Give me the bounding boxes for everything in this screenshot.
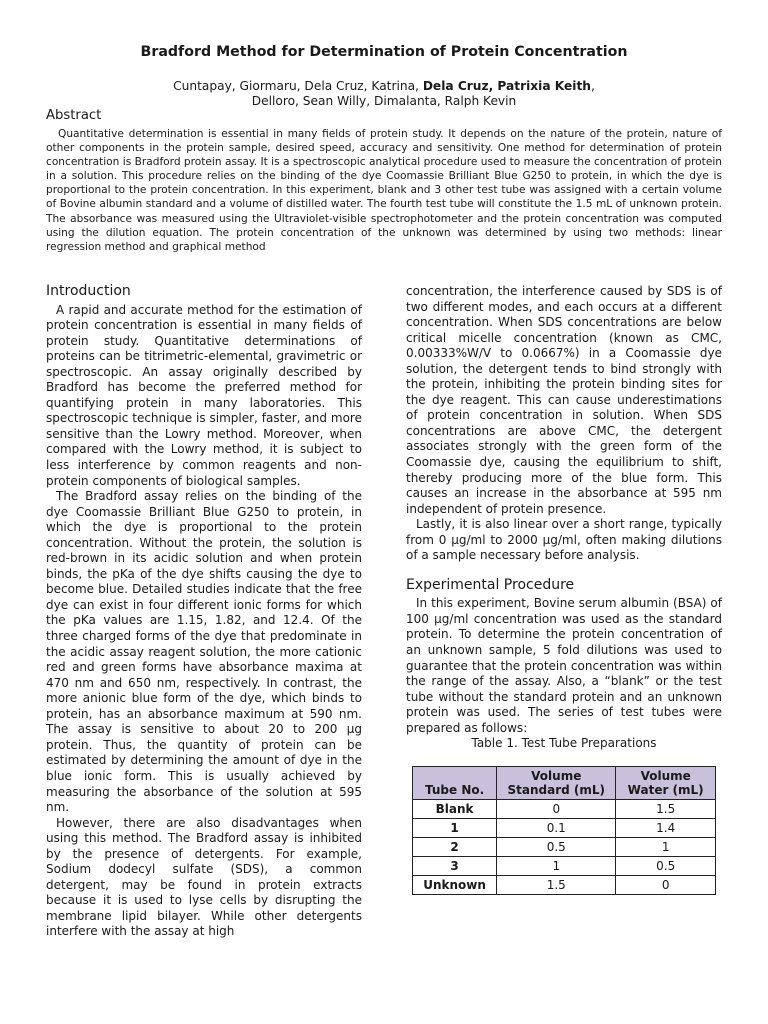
cell-standard: 1.5 xyxy=(497,875,616,894)
test-tube-table xyxy=(412,766,716,895)
cell-water: 1.5 xyxy=(616,799,716,818)
right-column xyxy=(406,284,722,895)
cell-tube: Unknown xyxy=(413,875,497,894)
table-row xyxy=(413,818,716,837)
author-line-1 xyxy=(0,79,768,94)
procedure-heading: Experimental Procedure xyxy=(406,576,575,593)
left-column xyxy=(46,284,362,940)
section-gap xyxy=(406,564,722,578)
cell-tube: Blank xyxy=(413,799,497,818)
intro-paragraph-1: A rapid and accurate method for the estimation of protein concentration is essential in many fields of protein study. Quantitative determinations of proteins can be titrimetric-elemental, gravimetric or spectroscopic. An assay originally described by Bradford has become the preferred method for quantifying protein in many laboratories. This spectroscopic technique is simpler, faster, and more sensitive than the Lowry method. Moreover, when compared with the Lowry method, it is subject to less interference by common reagents and non-protein components of biological samples. xyxy=(46,302,362,488)
table-row xyxy=(413,856,716,875)
cell-tube: 2 xyxy=(413,837,497,856)
intro-paragraph-3: However, there are also disadvantages when using this method. The Bradford assay is inhibited by the presence of detergents. For example, Sodium dodecyl sulfate (SDS), a common detergent, may be found in protein extracts because it is used to lyse cells by disrupting the membrane lipid bilayer. While other detergents interfere with the assay at high xyxy=(46,815,362,939)
abstract-heading: Abstract xyxy=(46,108,102,123)
cell-standard: 0.5 xyxy=(497,837,616,856)
author-list xyxy=(0,79,768,109)
cell-standard: 0 xyxy=(497,799,616,818)
header-volume-water: Volume Water (mL) xyxy=(616,766,716,799)
cell-standard: 0.1 xyxy=(497,818,616,837)
author-line-2: Delloro, Sean Willy, Dimalanta, Ralph Kevin xyxy=(251,94,517,108)
intro-paragraph-2: The Bradford assay relies on the binding of the dye Coomassie Brilliant Blue G250 to protein, in which the dye is proportional to the protein concentration. Without the protein, the solution is red-brown in its acidic solution and when protein binds, the pKa of the dye shifts causing the dye to become blue. Detailed studies indicate that the free dye can exist in four different ionic forms for which the pKa values are 1.15, 1.82, and 12.4. Of the three charged forms of the dye that predominate in the acidic assay reagent solution, the more cationic red and green forms have absorbance maxima at 470 nm and 650 nm, respectively. In contrast, the more anionic blue form of the dye, which binds to protein, has an absorbance maximum at 590 nm. The assay is sensitive to about 20 to 200 µg protein. Thus, the quantity of protein can be estimated by determining the amount of dye in the blue ionic form. This is usually achieved by measuring the absorbance of the solution at 595 nm. xyxy=(46,489,362,815)
authors-comma: , xyxy=(590,79,595,93)
table-header-row xyxy=(413,766,716,799)
authors-bold: Dela Cruz, Patrixia Keith xyxy=(422,79,591,93)
table-row xyxy=(413,875,716,894)
header-volume-standard: Volume Standard (mL) xyxy=(497,766,616,799)
cell-water: 0 xyxy=(616,875,716,894)
cell-water: 1.4 xyxy=(616,818,716,837)
abstract-text: Quantitative determination is essential in many fields of protein study. It depends on the nature of the protein, nature of other components in the protein sample, desired speed, accuracy and sensitivity. One method for determination of protein concentration is Bradford protein assay. It is a spectroscopic analytical procedure used to measure the concentration of protein in a solution. This procedure relies on the binding of the dye Coomassie Brilliant Blue G250 to protein, in which the dye is proportional to the protein concentration. In this experiment, blank and 3 other test tube was assigned with a certain volume of Bovine albumin standard and a volume of distilled water. The fourth test tube will constitute the 1.5 mL of unknown protein. The absorbance was measured using the Ultraviolet-visible spectrophotometer and the protein concentration was computed using the dilution equation. The protein concentration of the unknown was determined by using two methods: linear regression method and graphical method xyxy=(46,128,722,253)
procedure-paragraph-1: In this experiment, Bovine serum albumin (BSA) of 100 µg/ml concentration was used as the standard protein. To determine the protein concentration of an unknown sample, 5 fold dilutions was used to guarantee that the protein concentration was within the range of the assay. Also, a “blank” or the test tube without the standard protein and an unknown protein was used. The series of test tubes were prepared as follows: xyxy=(406,596,722,735)
introduction-heading: Introduction xyxy=(46,283,131,299)
cell-tube: 3 xyxy=(413,856,497,875)
table-caption: Table 1. Test Tube Preparations xyxy=(471,736,657,751)
cell-water: 1 xyxy=(616,837,716,856)
cell-tube: 1 xyxy=(413,818,497,837)
cell-water: 0.5 xyxy=(616,856,716,875)
intro-paragraph-4: Lastly, it is also linear over a short range, typically from 0 µg/ml to 2000 µg/ml, often making dilutions of a sample necessary before analysis. xyxy=(406,517,722,563)
authors-plain: Cuntapay, Giormaru, Dela Cruz, Katrina, xyxy=(173,79,423,93)
cell-standard: 1 xyxy=(497,856,616,875)
intro-paragraph-3-continued: concentration, the interference caused by SDS is of two different modes, and each occurs at a different concentration. When SDS concentrations are below critical micelle concentration (known as CMC, 0.00333%W/V to 0.0667%) in a Coomassie dye solution, the detergent tends to bind strongly with the protein, inhibiting the protein binding sites for the dye reagent. This can cause underestimations of protein concentration in solution. When SDS concentrations are above CMC, the detergent associates strongly with the green form of the Coomassie dye, causing the equilibrium to shift, thereby producing more of the blue form. This causes an increase in the absorbance at 595 nm independent of protein presence. xyxy=(406,284,722,516)
header-tube-no: Tube No. xyxy=(413,766,497,799)
table-row xyxy=(413,799,716,818)
table-row xyxy=(413,837,716,856)
paper-title: Bradford Method for Determination of Protein Concentration xyxy=(140,44,628,60)
